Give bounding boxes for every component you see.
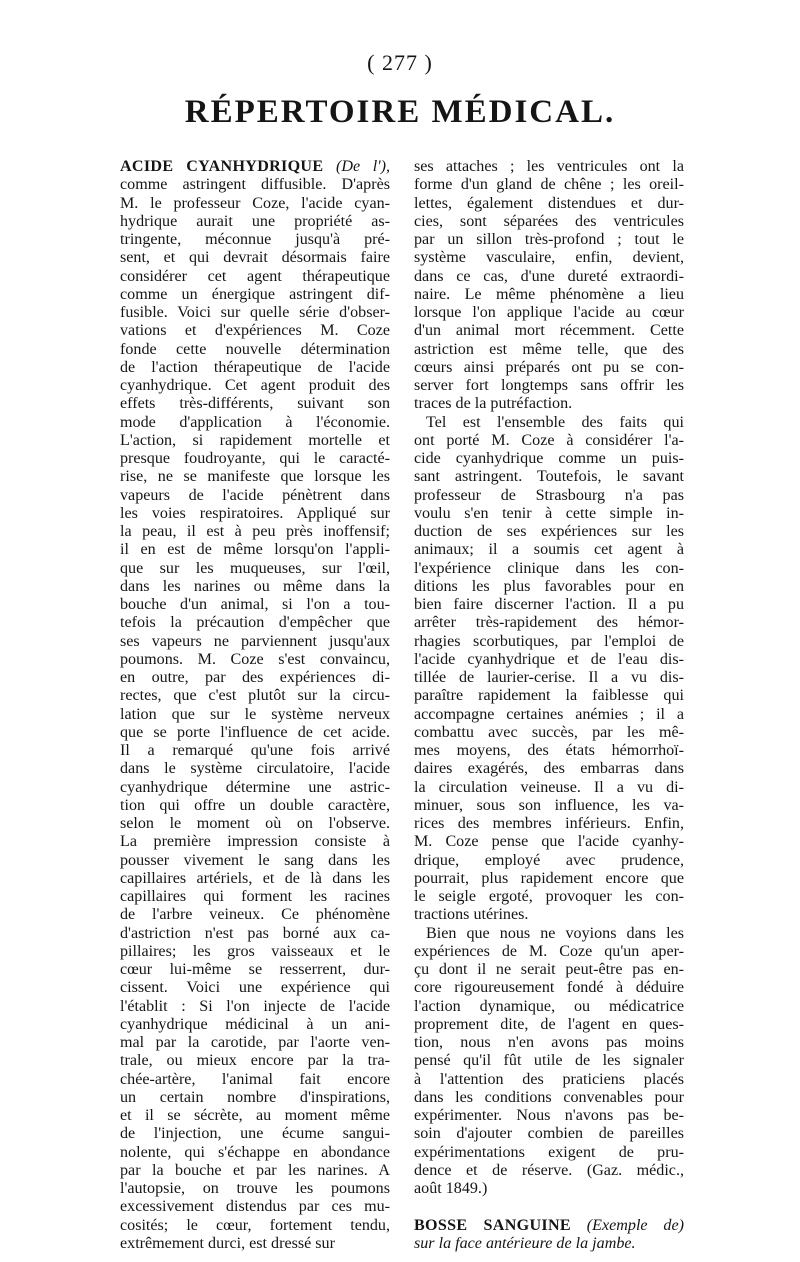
text-line: animaux; il a soumis cet agent à	[414, 541, 684, 559]
page-number: ( 277 )	[367, 50, 433, 75]
text-line: sent, et qui devrait désormais faire	[120, 249, 390, 267]
text-line: rise, ne se manifeste que lorsque les	[120, 468, 390, 486]
text-line: nolente, qui s'échappe en abondance	[120, 1143, 390, 1161]
text-line: dans les narines ou même dans la	[120, 577, 390, 595]
text-line: système vasculaire, enfin, devient,	[414, 249, 684, 267]
text-line: de l'injection, une écume sangui-	[120, 1125, 390, 1143]
entry-heading-paren: (De l'),	[335, 158, 390, 175]
text-line: Tel est l'ensemble des faits qui	[426, 413, 684, 431]
text-line: minuer, sous son influence, les va-	[414, 796, 684, 814]
text-line: tefois la précaution d'empêcher que	[120, 614, 390, 632]
text-line: daires exagérés, des embarras dans	[414, 760, 684, 778]
text-line: server fort longtemps sans offrir les	[414, 377, 684, 394]
text-line: lettes, également distendues et dur-	[414, 194, 684, 212]
section-gap	[414, 1198, 684, 1216]
text-line: chée-artère, l'animal fait encore	[120, 1070, 390, 1088]
text-line: et il se sécrète, au moment même	[120, 1107, 390, 1124]
text-line: cœurs ainsi préparés ont pu se con-	[414, 358, 684, 376]
next-entry-heading: BOSSE SANGUINE	[414, 1216, 571, 1234]
text-line: considérer cet agent thérapeutique	[120, 267, 390, 285]
text-line: Bien que nous ne voyions dans les	[426, 924, 684, 942]
text-line: core rigoureusement fondé à déduire	[414, 979, 684, 997]
text-line: fonde cette nouvelle détermination	[120, 340, 390, 358]
text-line: mode d'application à l'économie.	[120, 413, 390, 431]
text-line: accompagne certaines anémies ; il a	[414, 705, 684, 723]
text-line: par un sillon très-profond ; tout le	[414, 231, 684, 248]
text-line: tion qui offre un double caractère,	[120, 796, 390, 814]
page-title: RÉPERTOIRE MÉDICAL.	[184, 94, 616, 130]
text-line: dans ce cas, d'une dureté extraordi-	[414, 267, 684, 285]
text-line: astriction est même telle, que des	[414, 340, 684, 358]
text-line: pourrait, plus rapidement encore que	[414, 869, 684, 887]
text-line: un certain nombre d'inspirations,	[120, 1088, 390, 1106]
text-line: d'astriction n'est pas borné aux ca-	[120, 924, 390, 942]
text-line: rices des membres inférieurs. Enfin,	[414, 815, 684, 832]
text-line: selon le moment où on l'observe.	[120, 815, 390, 832]
text-line: arrêter très-rapidement des hémor-	[414, 614, 684, 632]
text-line: que sur les muqueuses, sur l'œil,	[120, 559, 390, 577]
text-line: l'acide cyanhydrique et de l'eau dis-	[414, 650, 684, 668]
text-line: de l'arbre veineux. Ce phénomène	[120, 906, 390, 924]
text-line: mes moyens, des états hémorrhoï-	[414, 742, 684, 759]
text-line: ont porté M. Coze à considérer l'a-	[414, 431, 684, 449]
text-line: cyanhydrique médicinal à un ani-	[120, 1015, 390, 1033]
text-line: le seigle ergoté, provoquer les con-	[414, 888, 684, 905]
next-entry-heading-paren: (Exemple de)	[586, 1216, 684, 1234]
text-line: professeur de Strasbourg n'a pas	[414, 486, 684, 504]
text-line: expérimentations exigent de pru-	[414, 1143, 684, 1161]
text-line: d'un animal mort récemment. Cette	[414, 322, 684, 340]
text-line: La première impression consiste à	[120, 833, 390, 851]
text-line: comme astringent diffusible. D'après	[120, 176, 390, 194]
right-column-text	[414, 158, 684, 1198]
text-line: cyanhydrique. Cet agent produit des	[120, 377, 390, 394]
text-line: l'action dynamique, ou médicatrice	[414, 997, 684, 1015]
text-line: vapeurs de l'acide pénètrent dans	[120, 486, 390, 504]
text-line: proprement dite, de l'agent en ques-	[414, 1015, 684, 1033]
text-line: tringente, méconnue jusqu'à pré-	[120, 231, 390, 248]
text-line: par la bouche et par les narines. A	[120, 1161, 390, 1179]
text-line: effets très-différents, suivant son	[120, 395, 390, 413]
text-line: rectes, que c'est plutôt sur la circu-	[120, 687, 390, 705]
text-line: traces de la putréfaction.	[414, 395, 573, 413]
text-line: voulu s'en tenir à cette simple in-	[414, 504, 684, 522]
text-line: trale, ou mieux encore par la tra-	[120, 1052, 390, 1070]
text-line: cœur lui-même se resserrent, dur-	[120, 961, 390, 978]
entry-heading-line	[120, 158, 390, 176]
text-line: expérimenter. Nous n'avons pas be-	[414, 1107, 684, 1124]
text-line: soin d'ajouter combien de pareilles	[414, 1125, 684, 1143]
text-line: dence et de réserve. (Gaz. médic.,	[414, 1161, 684, 1179]
text-line: cosités; le cœur, fortement tendu,	[120, 1216, 390, 1234]
text-line: il en est de même lorsqu'on l'appli-	[120, 541, 390, 559]
right-column	[414, 158, 684, 1253]
text-line: tion, nous n'en avons pas moins	[414, 1034, 684, 1051]
text-line: pensé qu'il fût utile de les signaler	[414, 1052, 684, 1070]
text-line: cyanhydrique détermine une astric-	[120, 778, 390, 796]
text-line: en outre, par des expériences di-	[120, 669, 390, 686]
text-line: à l'attention des praticiens placés	[414, 1070, 684, 1088]
text-line: rhagies scorbutiques, par l'emploi de	[414, 632, 684, 650]
text-line: dans le système circulatoire, l'acide	[120, 760, 390, 778]
text-line: capillaires artériels, et de là dans les	[120, 869, 390, 887]
text-line: l'expérience clinique dans les con-	[414, 559, 684, 577]
text-line: extrêmement durci, est dressé sur	[120, 1234, 335, 1252]
text-line: la peau, il est à peu près inoffensif;	[120, 523, 390, 540]
text-line: mal par la carotide, par l'aorte ven-	[120, 1034, 390, 1051]
text-line: cies, sont séparées des ventricules	[414, 212, 684, 230]
text-line: hydrique aurait une propriété as-	[120, 212, 390, 230]
text-line: M. le professeur Coze, l'acide cyan-	[120, 194, 390, 212]
text-line: l'autopsie, on trouve les poumons	[120, 1180, 390, 1197]
text-line: bouche d'un animal, si l'on a tou-	[120, 596, 390, 613]
text-line: vations et d'expériences M. Coze	[120, 322, 390, 340]
text-line: les voies respiratoires. Appliqué sur	[120, 504, 390, 522]
text-line: que se porte l'influence de cet acide.	[120, 723, 390, 741]
text-line: drique, employé avec prudence,	[414, 851, 684, 869]
text-line: lation que sur le système nerveux	[120, 705, 390, 723]
text-line: sant astringent. Toutefois, le savant	[414, 468, 684, 486]
text-line: pousser vivement le sang dans les	[120, 851, 390, 869]
left-column-text	[120, 176, 390, 1253]
text-line: ditions les plus favorables pour en	[414, 577, 684, 595]
text-line: excessivement distendus par ces mu-	[120, 1198, 390, 1216]
text-line: ses vapeurs ne parviennent jusqu'aux	[120, 632, 390, 650]
text-line: paraître rapidement la faiblesse qui	[414, 687, 684, 705]
text-line: tillée de laurier-cerise. Il a vu dis-	[414, 669, 684, 686]
text-line: août 1849.)	[414, 1180, 488, 1197]
text-line: la circulation veineuse. Il a vu di-	[414, 778, 684, 796]
text-line: dans les conditions convenables pour	[414, 1088, 684, 1106]
text-line: naire. Le même phénomène a lieu	[414, 285, 684, 303]
text-line: presque foudroyante, qui le caracté-	[120, 450, 390, 467]
left-column	[120, 158, 390, 1253]
text-line: capillaires qui forment les racines	[120, 888, 390, 905]
next-entry-heading-line	[414, 1217, 684, 1235]
entry-heading: ACIDE CYANHYDRIQUE	[120, 158, 324, 175]
text-line: l'établit : Si l'on injecte de l'acide	[120, 997, 390, 1015]
text-line: M. Coze pense que l'acide cyanhy-	[414, 833, 684, 851]
text-line: poumons. M. Coze s'est convaincu,	[120, 650, 390, 668]
text-line: Il a remarqué qu'une fois arrivé	[120, 742, 390, 759]
text-line: lorsque l'on applique l'acide au cœur	[414, 304, 684, 321]
text-line: expériences de M. Coze qu'un aper-	[414, 942, 684, 960]
text-line: de l'action thérapeutique de l'acide	[120, 358, 390, 376]
text-line: çu dont il ne serait peut-être pas en-	[414, 961, 684, 978]
text-line: fusible. Voici sur quelle série d'obser-	[120, 304, 390, 321]
text-line: combattu avec succès, par les mê-	[414, 723, 684, 741]
text-line: bien faire discerner l'action. Il a pu	[414, 596, 684, 613]
text-line: cide cyanhydrique comme un puis-	[414, 450, 684, 467]
next-entry-subtitle: sur la face antérieure de la jambe.	[414, 1234, 636, 1252]
text-line: forme d'un gland de chêne ; les oreil-	[414, 176, 684, 194]
text-line: duction de ses expériences sur les	[414, 523, 684, 540]
text-line: comme un énergique astringent dif-	[120, 285, 390, 303]
text-line: L'action, si rapidement mortelle et	[120, 431, 390, 449]
text-line: tractions utérines.	[414, 906, 529, 924]
text-line: cissent. Voici une expérience qui	[120, 979, 390, 997]
text-line: ses attaches ; les ventricules ont la	[414, 158, 684, 175]
text-line: pillaires; les gros vaisseaux et le	[120, 942, 390, 960]
